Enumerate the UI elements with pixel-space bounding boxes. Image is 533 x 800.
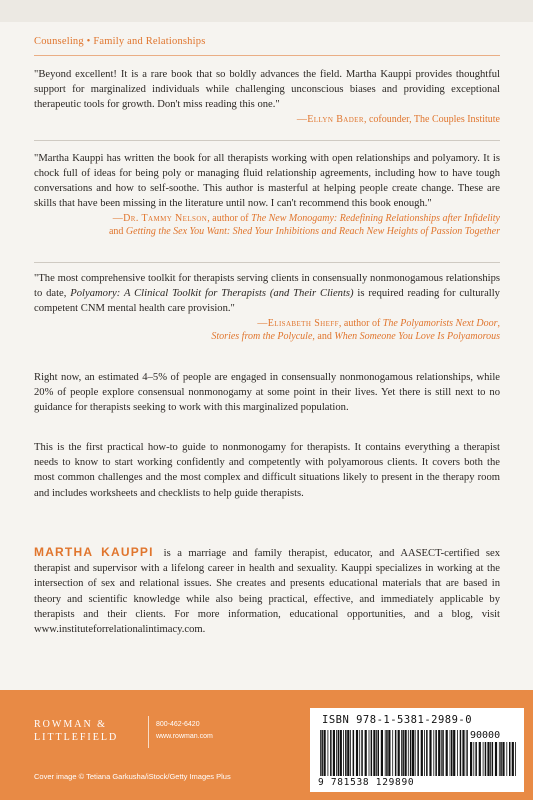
quote-book-title: Polyamory: A Clinical Toolkit for Therapists (and Their Clients) — [70, 287, 354, 299]
publisher-phone: 800-462-6420 — [156, 721, 200, 728]
endorsement-quote — [34, 272, 500, 317]
endorsement-attribution — [34, 113, 500, 127]
publisher-contact — [156, 719, 213, 743]
divider — [34, 140, 500, 141]
attribution-separator: , and — [312, 331, 335, 343]
publisher-line-1: ROWMAN & — [34, 719, 107, 730]
author-bio-text: is a marriage and family therapist, educator, and AASECT-certified sex therapist and supervisor with a lifelong career in health and sexuality. Kauppi specializes in working at the intersection of sex and relational issues. She creates and presents educational materials that are based in theory and scientific knowledge while also being practical, effective, and immediately applicable by therapists and their clients. For more information, educational opportunities, and a blog, visit www.instituteforrelationalintimacy.com. — [34, 548, 500, 636]
description-paragraph-1: Right now, an estimated 4–5% of people are engaged in consensually nonmonogamous relationships, while 20% of people explore consensual nonmonogamy at some point in their lives. Yet there is still next to no guidance for therapists seeking to work with this marginalized population. — [34, 372, 500, 414]
cover-credit: Cover image © Tetiana Garkusha/iStock/Getty Images Plus — [34, 772, 231, 781]
attribution-name: —Dr. Tammy Nelson — [112, 212, 208, 224]
barcode — [310, 708, 524, 792]
book-title: Stories from the Polycule — [211, 331, 313, 343]
endorsement-1 — [34, 68, 500, 126]
book-title: Getting the Sex You Want: Shed Your Inhibitions and Reach New Heights of Passion Together — [125, 226, 500, 238]
publisher-line-2: LITTLEFIELD — [34, 732, 119, 743]
author-bio — [34, 545, 500, 637]
endorsement-quote: "Beyond excellent! It is a rare book that so boldly advances the field. Martha Kauppi provides thoughtful support for marginalized individuals while challenging unconscious biases and providing exceptional therapeutic tools for growth. Don't miss reading this one." — [34, 69, 500, 110]
attribution-joiner: and — [108, 226, 124, 238]
quote-text: is required reading for culturally competent CNM mental health care provision." — [34, 287, 500, 314]
top-bar — [0, 0, 533, 22]
book-title: The Polyamorists Next Door — [382, 317, 498, 329]
publisher-divider — [148, 716, 149, 748]
attribution-name: —Elisabeth Sheff — [257, 317, 339, 329]
endorsement-attribution — [34, 212, 500, 239]
endorsement-attribution — [34, 317, 500, 344]
category-label: Counseling • Family and Relationships — [34, 36, 206, 47]
footer-band — [0, 690, 533, 800]
attribution-role: , author of — [207, 212, 252, 224]
isbn-label: ISBN 978-1-5381-2989-0 — [322, 714, 473, 726]
book-title: The New Monogamy: Redefining Relationships after Infidelity — [251, 212, 500, 224]
divider — [34, 262, 500, 263]
endorsement-2 — [34, 152, 500, 239]
endorsement-quote: "Martha Kauppi has written the book for all therapists working with open relationships and polyamory. It is chock full of ideas for being poly or managing fluid relationship agreements, including how to have tough conversations and how to self-soothe. This author is masterful at helping people create change. These are skills that have been missing in the literature until now. I can't recommend this book enough." — [34, 153, 500, 209]
book-title: When Someone You Love Is Polyamorous — [334, 331, 500, 343]
attribution-name: —Ellyn Bader — [296, 113, 364, 125]
publisher-logo — [34, 718, 118, 744]
barcode-number: 9 781538 129890 — [318, 777, 415, 788]
price-code: 90000 — [470, 730, 501, 741]
attribution-role: , cofounder, The Couples Institute — [363, 113, 500, 125]
barcode-bars — [320, 730, 468, 776]
attribution-separator: , — [497, 317, 500, 329]
author-name: MARTHA KAUPPI — [34, 545, 154, 559]
price-barcode-bars — [470, 742, 516, 776]
publisher-website: www.rowman.com — [156, 733, 213, 740]
quote-text: "The most comprehensive toolkit for therapists serving clients in consensually nonmonogamous relationships to date, — [34, 273, 500, 299]
category-rule — [34, 55, 500, 56]
description-paragraph-2: This is the first practical how-to guide to nonmonogamy for therapists. It contains everything a therapist needs to know to start working confidently and competently with polyamorous clients. It covers both the most common challenges and the most complex and difficult situations likely to present in the therapy room and includes worksheets and checklists to help guide therapists. — [34, 442, 500, 499]
endorsement-3 — [34, 272, 500, 344]
attribution-role: , author of — [338, 317, 383, 329]
